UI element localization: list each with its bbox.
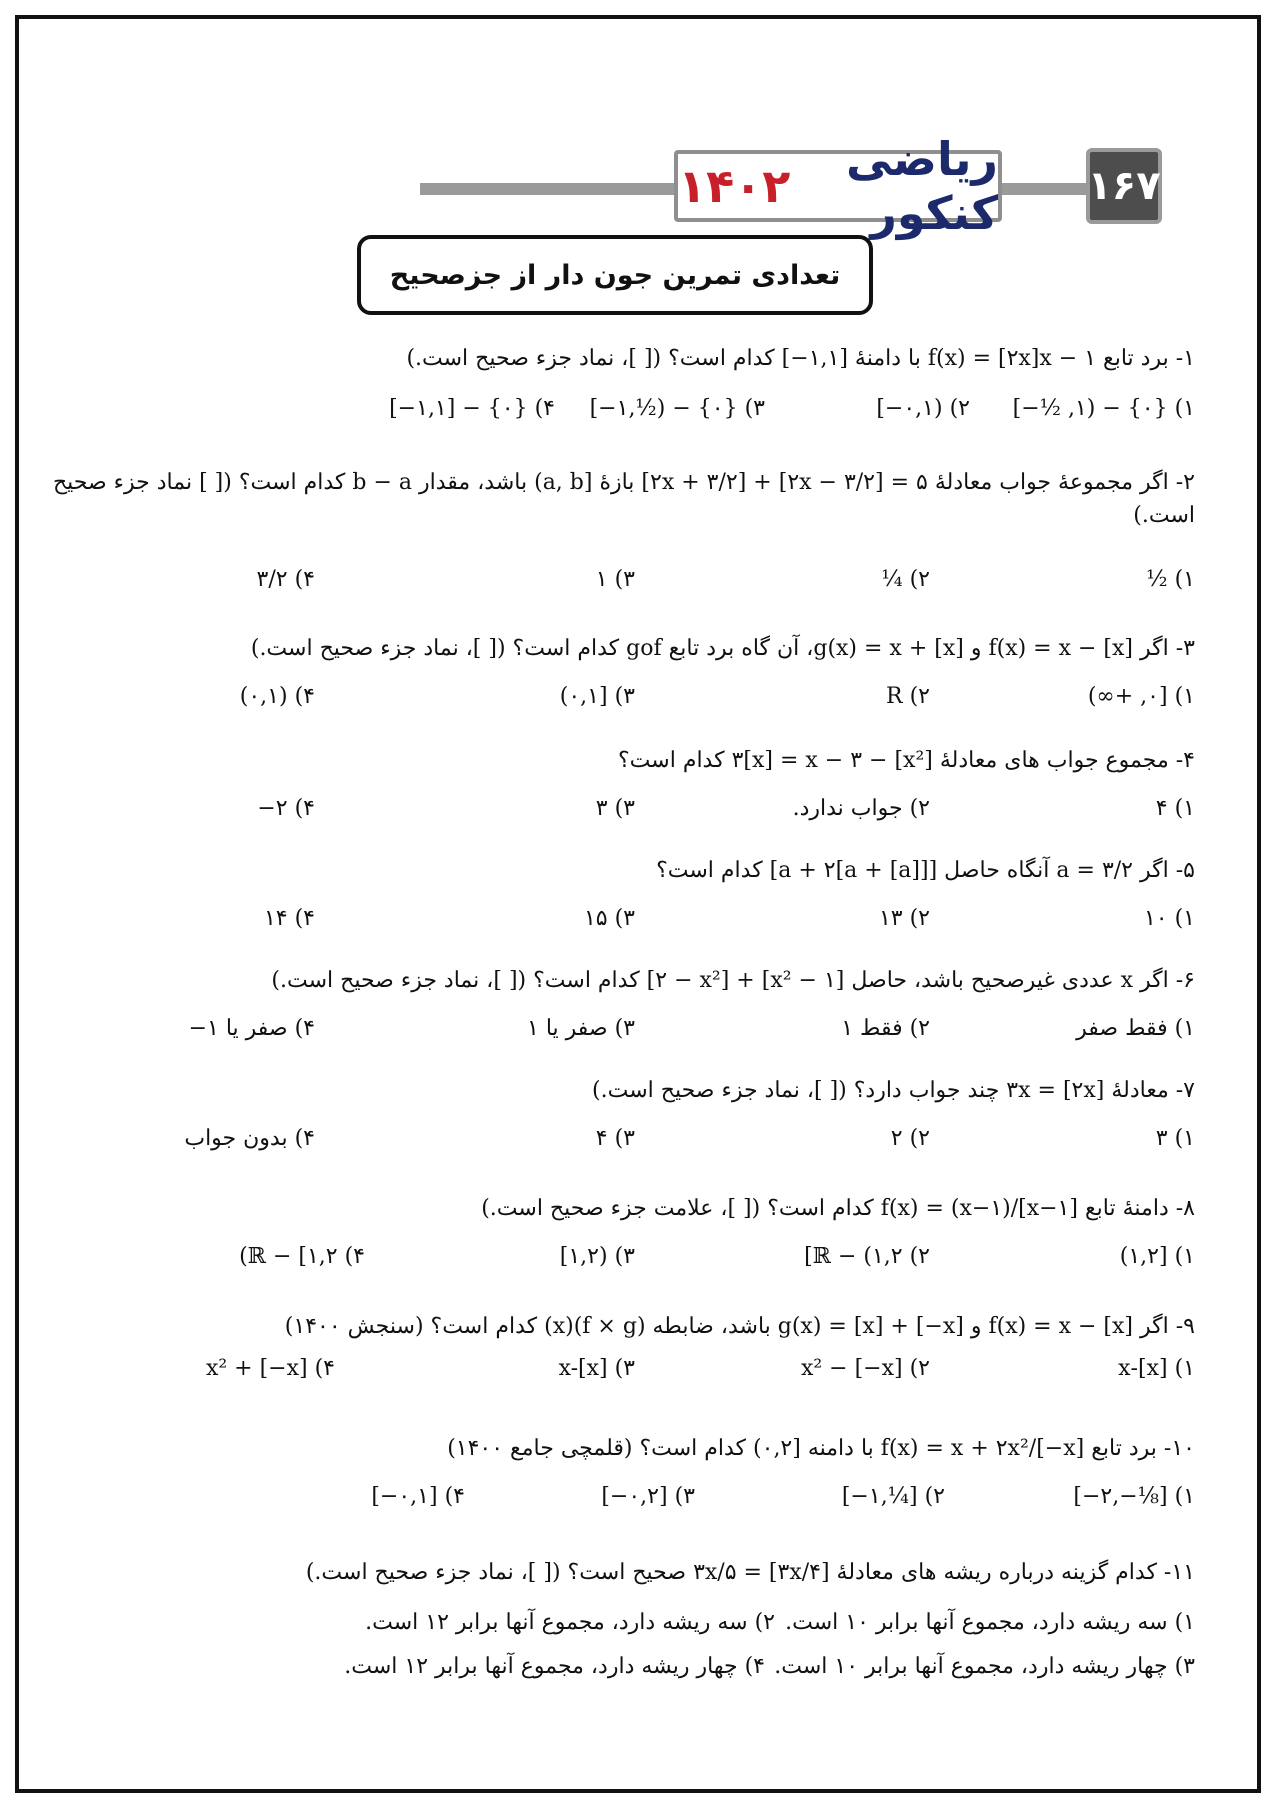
options-8	[85, 1244, 1195, 1274]
header-title: ریاضی کنکور	[845, 132, 998, 240]
option-9-3: ۳) x-[x]	[558, 1356, 635, 1381]
options-11-row1	[85, 1610, 1195, 1640]
options-2	[85, 567, 1195, 597]
option-2-3: ۳) ۱	[595, 567, 635, 592]
question-2: ۲- اگر مجموعهٔ جواب معادلهٔ ۵ = [۲x − ۳/۲] + [۲x + ۳/۲] بازهٔ [a, b) باشد، مقدار b − a کدام است؟ ([ ] نماد جزء صحیح است.)	[52, 470, 1195, 528]
option-5-2: ۲) ۱۳	[878, 906, 930, 931]
option-3-3: ۳) [۰,۱)	[559, 684, 635, 709]
option-1-1: ۱) {۰} − (۱, ½−]	[1012, 396, 1195, 421]
option-5-3: ۳) ۱۵	[583, 906, 635, 931]
option-9-1: ۱) [x]-x	[1118, 1356, 1195, 1381]
option-5-4: ۴) ۱۴	[263, 906, 315, 931]
option-4-3: ۳) ۳	[595, 796, 635, 821]
header-year: ۱۴۰۲	[678, 159, 791, 213]
options-9	[85, 1356, 1195, 1386]
question-8: ۸- دامنهٔ تابع f(x) = (x−۱)/[x−۱] کدام است؟ ([ ]، علامت جزء صحیح است.)	[481, 1196, 1195, 1221]
option-8-2: ۲) ℝ − (۱,۲]	[804, 1244, 930, 1269]
option-9-4: ۴) x² + [−x]	[205, 1356, 335, 1381]
option-1-3: ۳) {۰} − (½,۱−]	[589, 396, 765, 421]
option-4-1: ۱) ۴	[1155, 796, 1195, 821]
option-6-1: ۱) فقط صفر	[1076, 1016, 1195, 1041]
option-10-4: ۴) [۰,۱−]	[371, 1484, 465, 1509]
options-3	[85, 684, 1195, 714]
question-9: ۹- اگر f(x) = x − [x] و g(x) = [x] + [−x] باشد، ضابطه (f × g)(x) کدام است؟ (سنجش ۱۴۰۰)	[284, 1314, 1195, 1339]
question-3: ۳- اگر f(x) = x − [x] و g(x) = x + [x]، آن گاه برد تابع gof کدام است؟ ([ ]، نماد جزء صحیح است.)	[250, 636, 1195, 661]
section-title: تعدادی تمرین جون دار از جزصحیح	[357, 235, 873, 315]
option-10-1: ۱) [⅛−,۲−]	[1073, 1484, 1195, 1509]
option-2-1: ۱) ½	[1146, 567, 1195, 592]
option-8-4: ۴) ℝ − [۱,۲)	[239, 1244, 365, 1269]
option-11-1: ۱) سه ریشه دارد، مجموع آنها برابر ۱۰ است.	[785, 1610, 1195, 1635]
option-9-2: ۲) x² − [−x]	[800, 1356, 930, 1381]
options-6	[85, 1016, 1195, 1046]
page-number: ۱۶۷	[1086, 148, 1162, 224]
option-7-2: ۲) ۲	[890, 1126, 930, 1151]
option-3-4: ۴) (۰,۱)	[239, 684, 315, 709]
option-8-1: ۱) [۱,۲)	[1119, 1244, 1195, 1269]
option-3-1: ۱) [۰, +∞)	[1087, 684, 1195, 709]
question-5: ۵- اگر a = ۳/۲ آنگاه حاصل [a + ۲[a + [a]]] کدام است؟	[656, 858, 1195, 883]
option-7-1: ۱) ۳	[1155, 1126, 1195, 1151]
options-10	[85, 1484, 1195, 1514]
question-10: ۱۰- برد تابع f(x) = x + ۲x²/[−x] با دامنه [۰,۲) کدام است؟ (قلمچی جامع ۱۴۰۰)	[447, 1436, 1195, 1461]
option-1-2: ۲) (۰,۱−]	[876, 396, 970, 421]
option-11-3: ۳) چهار ریشه دارد، مجموع آنها برابر ۱۰ است.	[774, 1654, 1195, 1679]
option-7-4: ۴) بدون جواب	[184, 1126, 315, 1151]
option-5-1: ۱) ۱۰	[1143, 906, 1195, 931]
question-7: ۷- معادلهٔ ۳x = [۲x] چند جواب دارد؟ ([ ]، نماد جزء صحیح است.)	[592, 1078, 1195, 1103]
option-6-2: ۲) فقط ۱	[841, 1016, 930, 1041]
option-11-2: ۲) سه ریشه دارد، مجموع آنها برابر ۱۲ است.	[365, 1610, 775, 1635]
options-4	[85, 796, 1195, 826]
question-6: ۶- اگر x عددی غیرصحیح باشد، حاصل [x² − ۱] + [۲ − x²] کدام است؟ ([ ]، نماد جزء صحیح است.)	[271, 968, 1195, 993]
options-5	[85, 906, 1195, 936]
option-10-2: ۲) [¼,۱−]	[841, 1484, 945, 1509]
options-1	[85, 396, 1195, 426]
option-7-3: ۳) ۴	[595, 1126, 635, 1151]
option-8-3: ۳) (۱,۲]	[559, 1244, 635, 1269]
option-2-4: ۴) ۳/۲	[256, 567, 315, 592]
option-6-4: ۴) صفر یا ۱−	[188, 1016, 315, 1041]
question-11: ۱۱- کدام گزینه درباره ریشه های معادلهٔ ۳x/۵ = [۳x/۴] صحیح است؟ ([ ]، نماد جزء صحیح است.)	[305, 1560, 1195, 1585]
options-11-row2	[85, 1654, 1195, 1684]
options-7	[85, 1126, 1195, 1156]
question-1: ۱- برد تابع f(x) = [۲x]x − ۱ با دامنهٔ [۱,۱−] کدام است؟ ([ ]، نماد جزء صحیح است.)	[406, 346, 1195, 371]
option-1-4: ۴) {۰} − [۱,۱−]	[389, 396, 555, 421]
option-10-3: ۳) [۰,۲−]	[601, 1484, 695, 1509]
header-title-box	[674, 132, 1002, 240]
option-3-2: ۲) R	[886, 684, 930, 709]
option-4-4: ۴) ۲−	[257, 796, 315, 821]
option-6-3: ۳) صفر یا ۱	[527, 1016, 635, 1041]
option-2-2: ۲) ¼	[881, 567, 930, 592]
option-4-2: ۲) جواب ندارد.	[792, 796, 930, 821]
option-11-4: ۴) چهار ریشه دارد، مجموع آنها برابر ۱۲ است.	[344, 1654, 765, 1679]
question-4: ۴- مجموع جواب های معادلهٔ [x²] − ۳[x] = x − ۳ کدام است؟	[618, 748, 1195, 773]
